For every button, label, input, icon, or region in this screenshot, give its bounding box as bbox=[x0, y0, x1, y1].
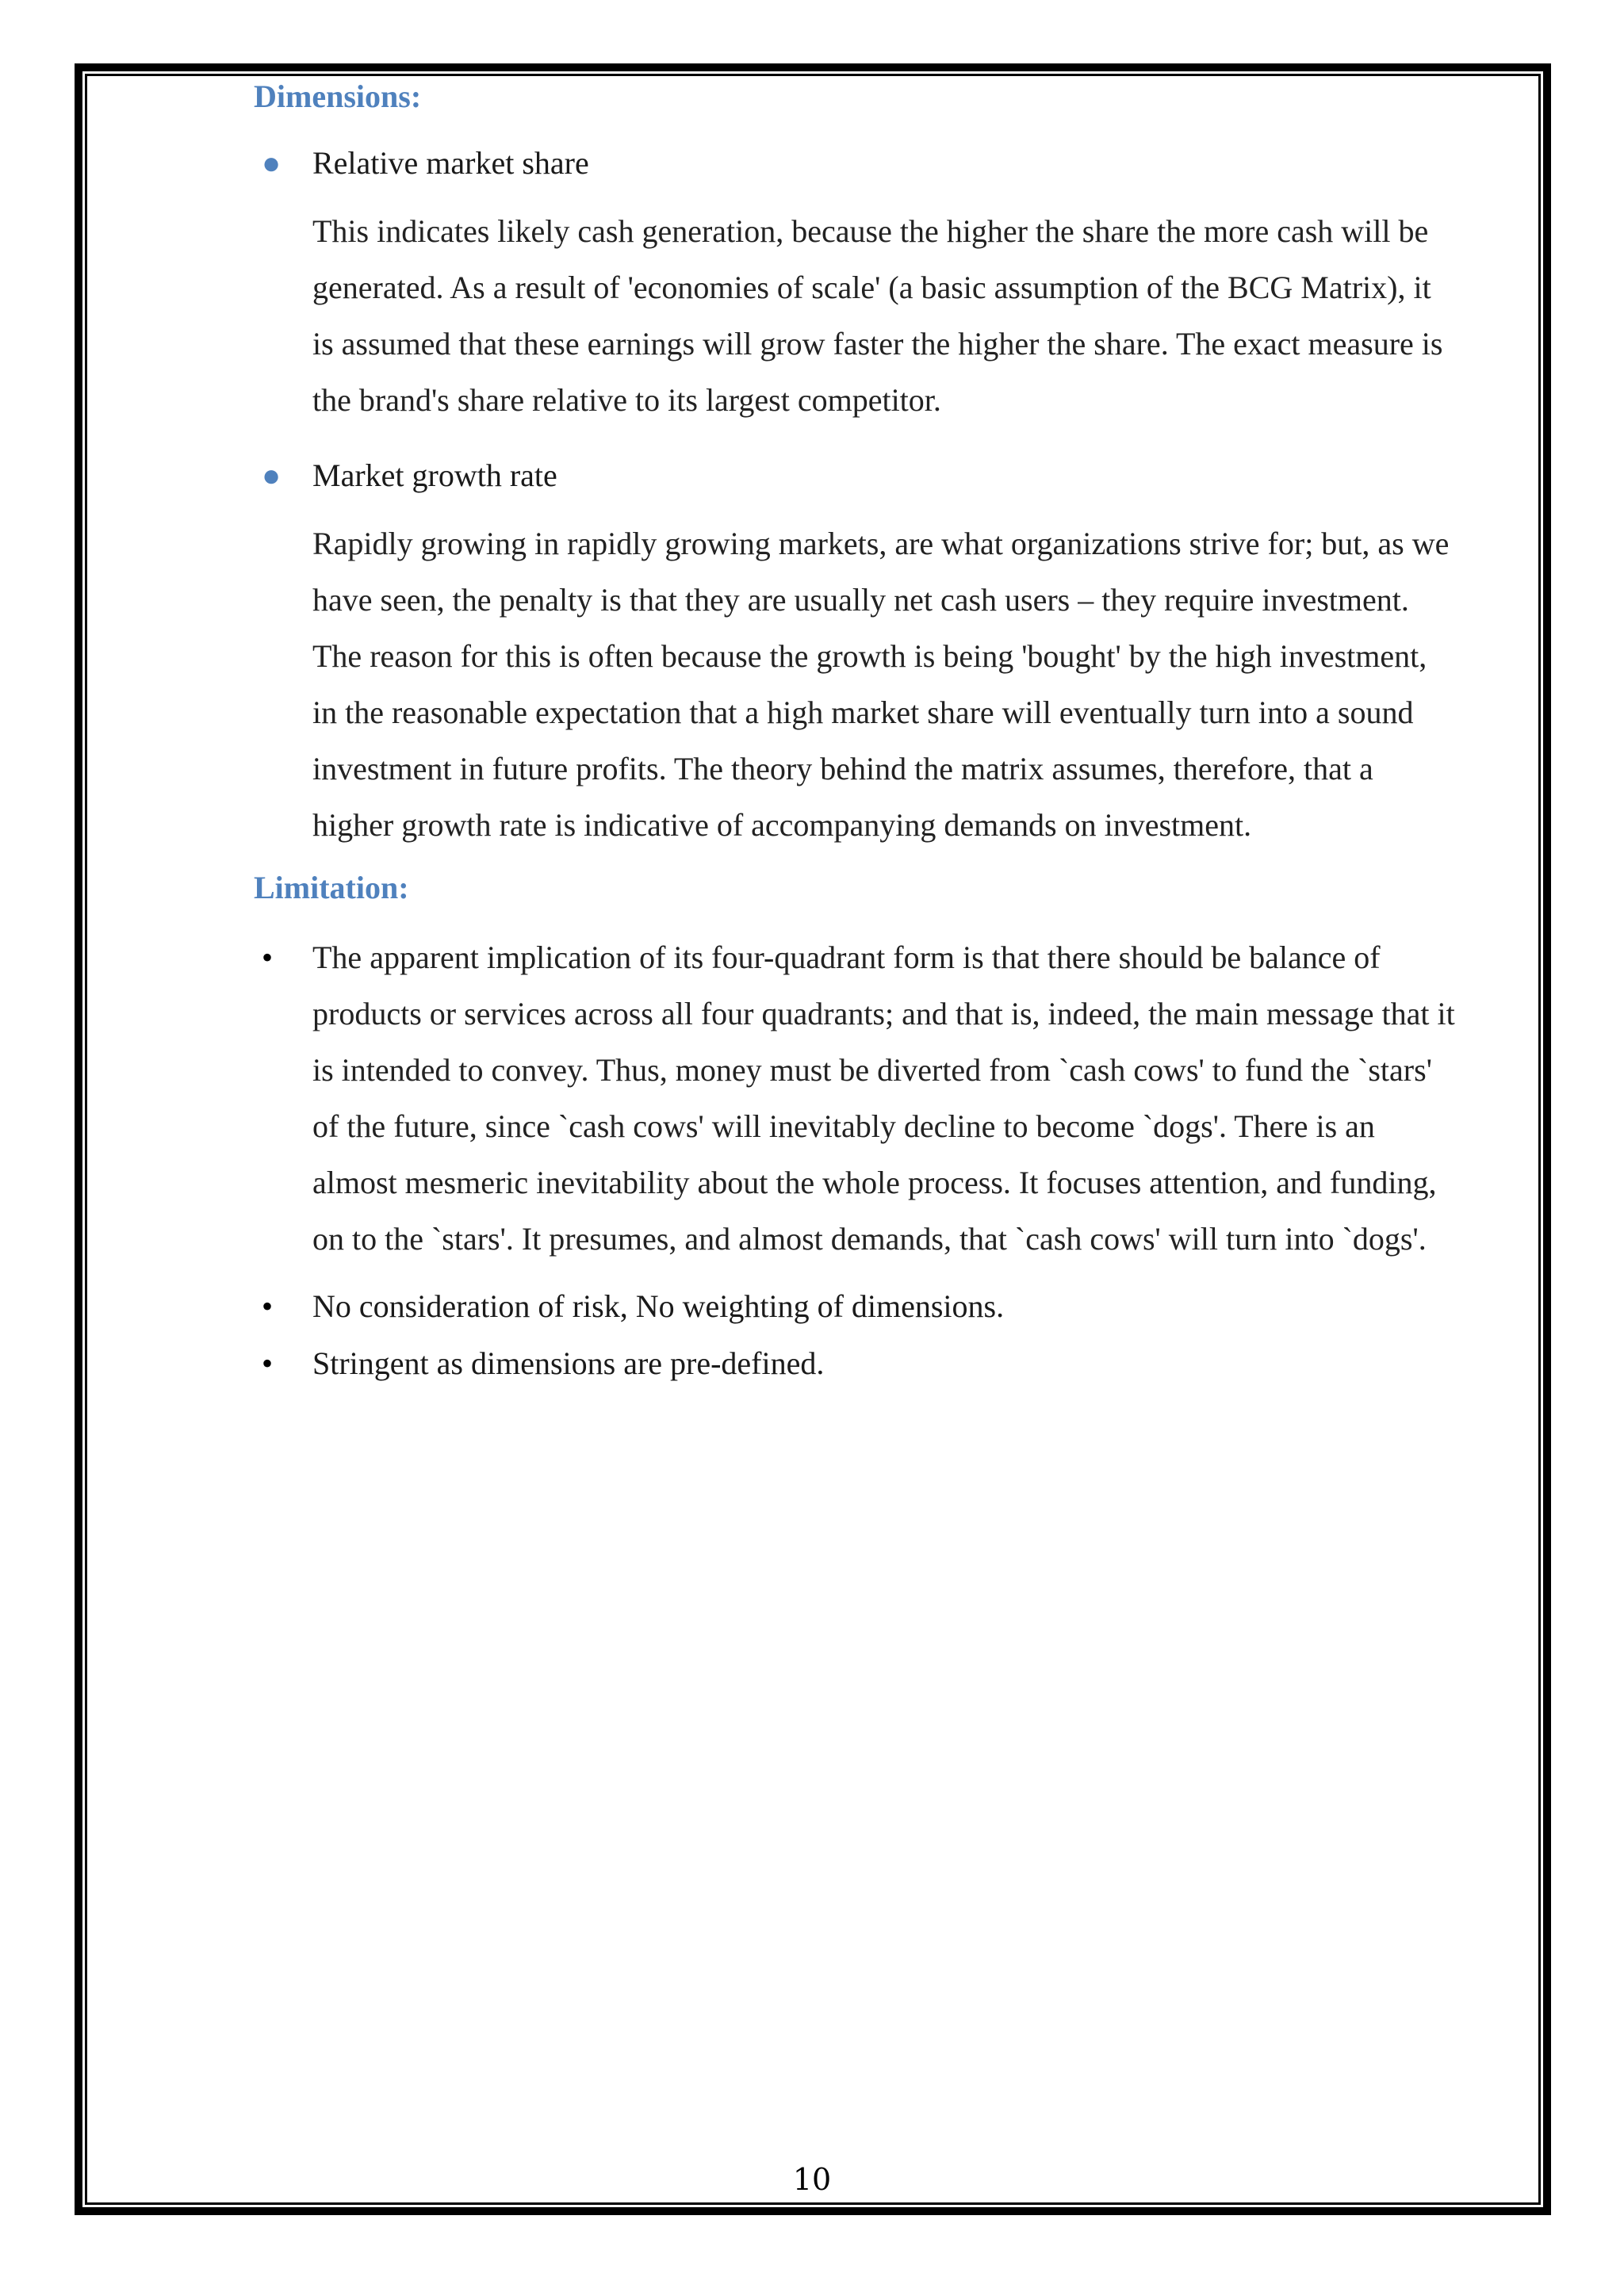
dimension-title: Market growth rate bbox=[312, 457, 557, 493]
dimension-description: Rapidly growing in rapidly growing markets, are what organizations strive for; but, as we have seen, the penalty is that they are usually net cash users – they require investment. The reason for this is often because the growth is being 'bought' by the high investment, in the reasonable expectation that a high market share will eventually turn into a sound investment in future profits. The theory behind the matrix assumes, therefore, that a higher growth rate is indicative of accompanying demands on investment. bbox=[312, 526, 1450, 843]
limitation-item bbox=[254, 929, 1459, 1267]
bullet-icon: • bbox=[262, 1288, 274, 1324]
limitation-item bbox=[254, 1278, 1459, 1335]
bullet-icon: ● bbox=[262, 457, 282, 493]
limitation-text: The apparent implication of its four-quadrant form is that there should be balance of products or services across all four quadrants; and that is, indeed, the main message that it is intended to convey. Thus, money must be diverted from `cash cows' to fund the `stars' of the future, since `cash cows' will inevitably decline to become `dogs'. There is an almost mesmeric inevitability about the whole process. It focuses attention, and funding, on to the `stars'. It presumes, and almost demands, that `cash cows' will turn into `dogs'. bbox=[312, 939, 1455, 1257]
bullet-icon: • bbox=[262, 1345, 274, 1381]
dimension-title: Relative market share bbox=[312, 145, 589, 181]
limitation-item bbox=[254, 1335, 1459, 1392]
bullet-icon: ● bbox=[262, 145, 282, 181]
bullet-icon: • bbox=[262, 939, 274, 975]
dimension-item-market-growth-rate bbox=[254, 452, 1459, 499]
limitation-text: Stringent as dimensions are pre-defined. bbox=[312, 1345, 825, 1381]
dimension-description: This indicates likely cash generation, because the higher the share the more cash will be generated. As a result of 'economies of scale' (a basic assumption of the BCG Matrix), it is assumed that these earnings will grow faster the higher the share. The exact measure is the brand's share relative to its largest competitor. bbox=[312, 213, 1443, 418]
page-number: 10 bbox=[792, 2162, 832, 2197]
limitation-text: No consideration of risk, No weighting of dimensions. bbox=[312, 1288, 1005, 1324]
dimension-item-relative-market-share bbox=[254, 140, 1459, 187]
limitation-heading: Limitation: bbox=[254, 870, 409, 905]
dimensions-heading: Dimensions: bbox=[254, 78, 422, 114]
page-content bbox=[254, 73, 1459, 1392]
